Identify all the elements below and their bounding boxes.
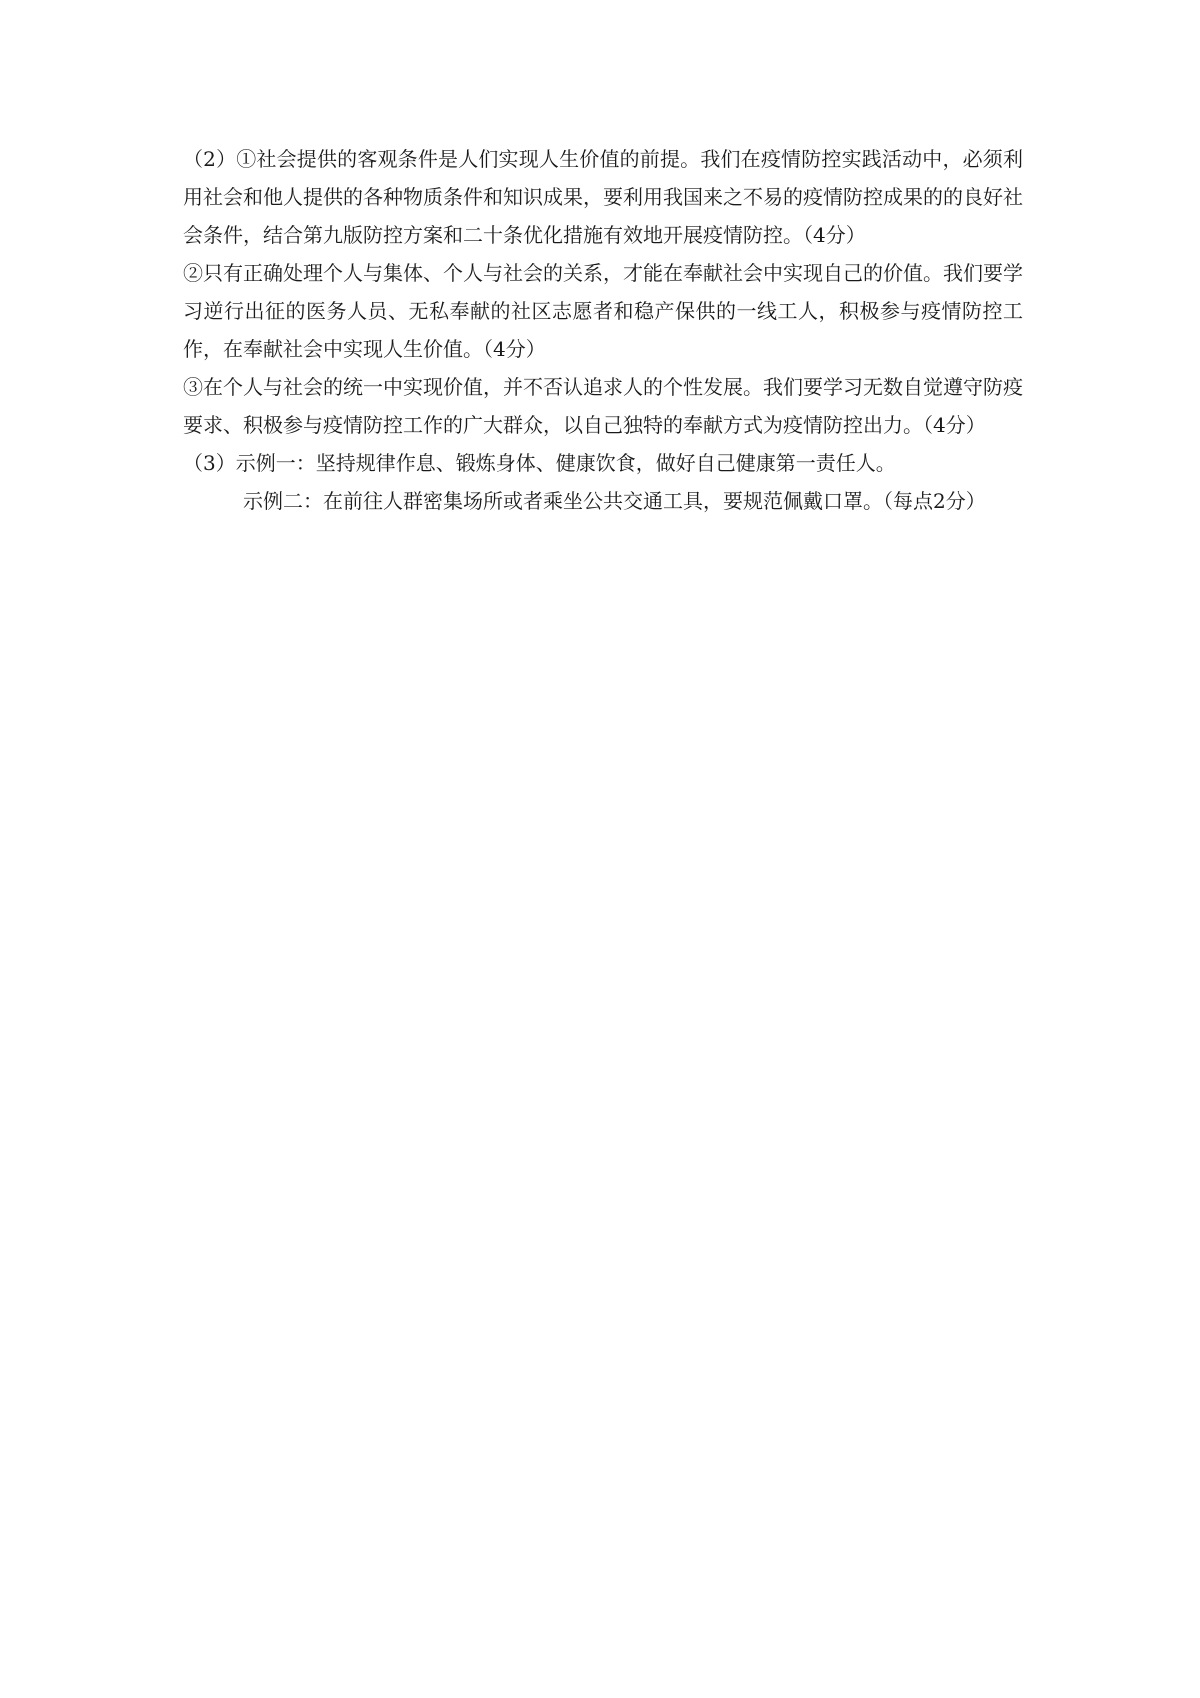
answer-part2-item2: ②只有正确处理个人与集体、个人与社会的关系，才能在奉献社会中实现自己的价值。我们要学习逆行出征的医务人员、无私奉献的社区志愿者和稳产保供的一线工人，积极参与疫情防控工作，在奉献社会中实现人生价值。（4分） <box>183 261 1023 361</box>
answer-part3-example1: （3）示例一：坚持规律作息、锻炼身体、健康饮食，做好自己健康第一责任人。 <box>183 451 896 475</box>
answer-content <box>183 140 1023 520</box>
answer-part2-item3: ③在个人与社会的统一中实现价值，并不否认追求人的个性发展。我们要学习无数自觉遵守防疫要求、积极参与疫情防控工作的广大群众，以自己独特的奉献方式为疫情防控出力。（4分） <box>183 375 1023 437</box>
answer-part2-item1: （2）①社会提供的客观条件是人们实现人生价值的前提。我们在疫情防控实践活动中，必须利用社会和他人提供的各种物质条件和知识成果，要利用我国来之不易的疫情防控成果的的良好社会条件，结合第九版防控方案和二十条优化措施有效地开展疫情防控。（4分） <box>183 147 1023 247</box>
answer-part3-example2: 示例二：在前往人群密集场所或者乘坐公共交通工具，要规范佩戴口罩。（每点2分） <box>243 489 986 513</box>
